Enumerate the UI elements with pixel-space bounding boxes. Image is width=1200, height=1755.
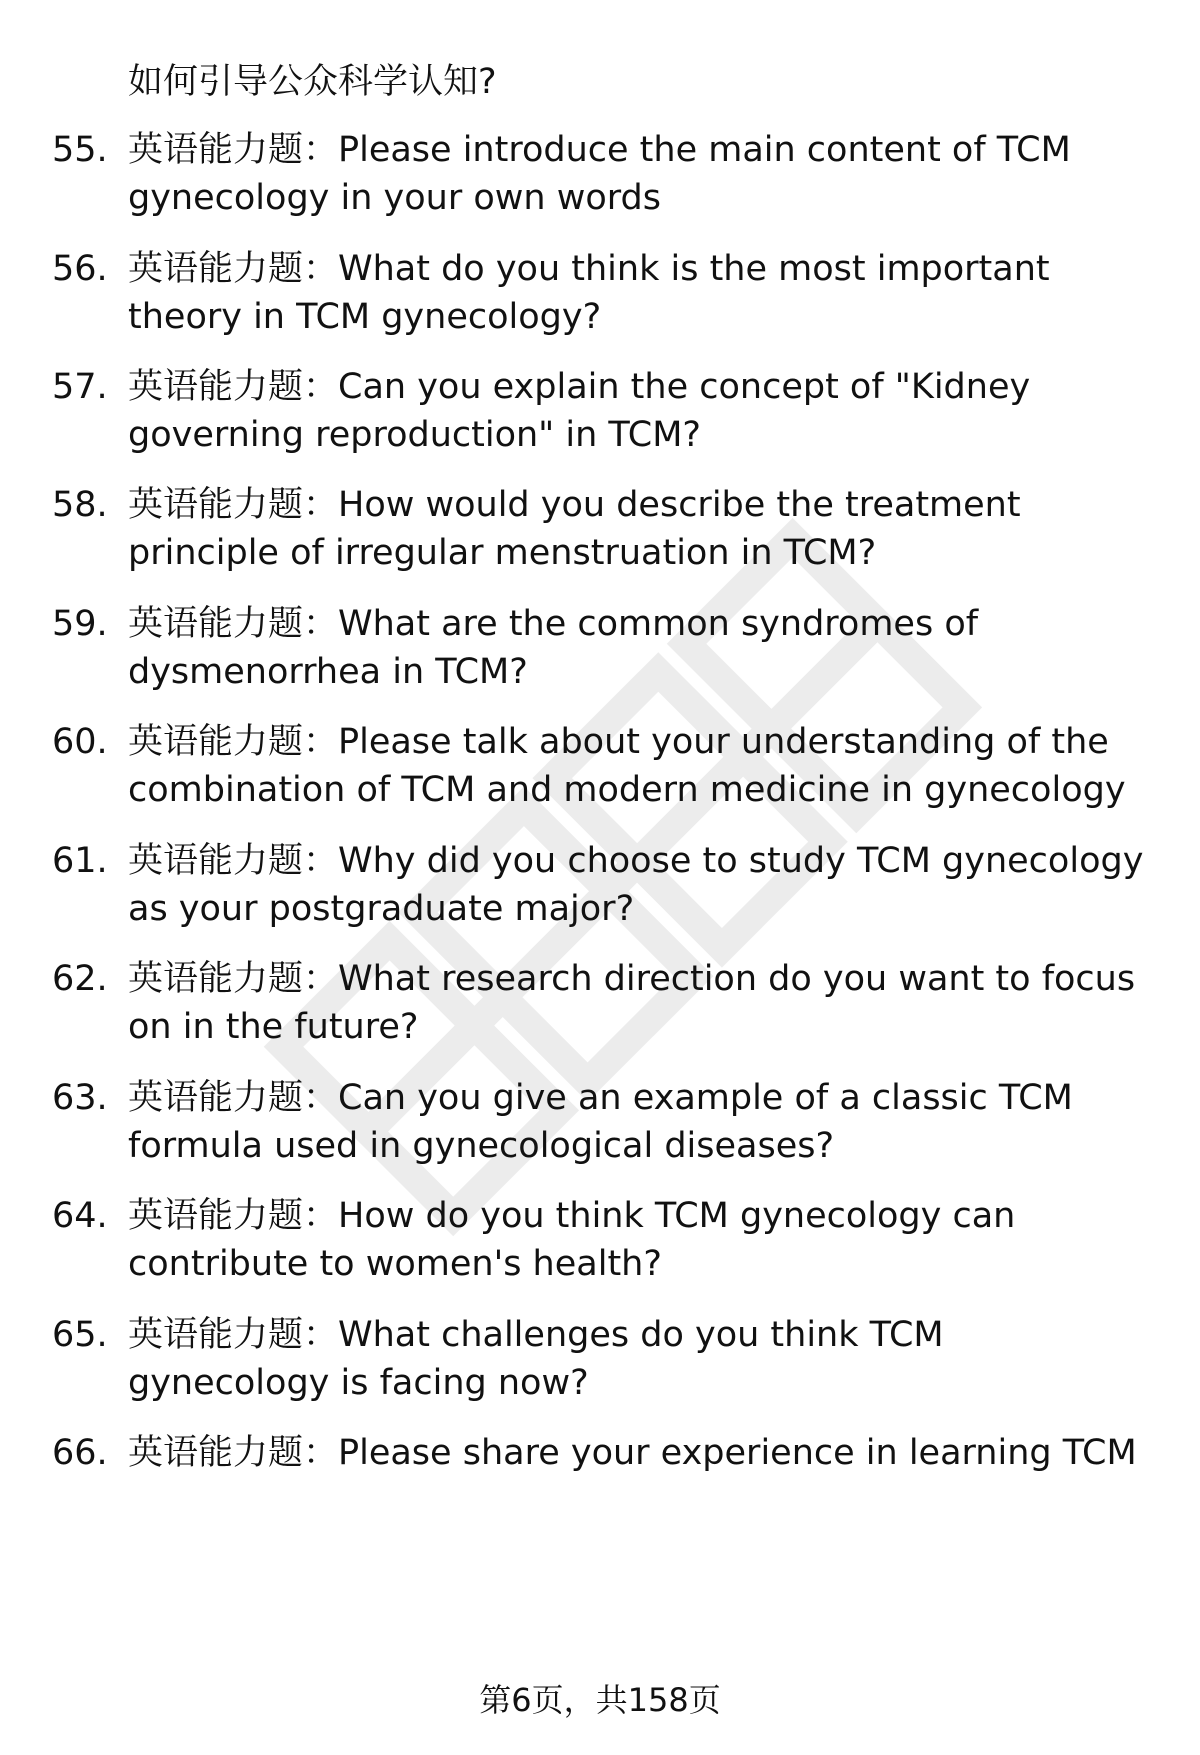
question-number: 57. bbox=[52, 367, 108, 407]
question-line: on in the future? bbox=[128, 1007, 419, 1047]
question-line: 英语能力题：How would you describe the treatment bbox=[128, 485, 1021, 525]
question-line: dysmenorrhea in TCM? bbox=[128, 652, 528, 692]
question-number: 61. bbox=[52, 841, 108, 881]
question-number: 55. bbox=[52, 130, 108, 170]
intro-line: 如何引导公众科学认知? bbox=[128, 62, 497, 102]
question-text bbox=[128, 955, 1168, 1051]
question-line: 英语能力题：Why did you choose to study TCM gynecology bbox=[128, 841, 1144, 881]
question-line: governing reproduction" in TCM? bbox=[128, 415, 701, 455]
question-line: combination of TCM and modern medicine in gynecology bbox=[128, 770, 1126, 810]
question-text bbox=[128, 245, 1168, 341]
question-number: 56. bbox=[52, 249, 108, 289]
question-text bbox=[128, 1074, 1168, 1170]
question-number: 64. bbox=[52, 1196, 108, 1236]
question-line: contribute to women's health? bbox=[128, 1244, 662, 1284]
question-text bbox=[128, 126, 1168, 222]
question-line: 英语能力题：What do you think is the most important bbox=[128, 249, 1050, 289]
question-text bbox=[128, 481, 1168, 577]
question-text bbox=[128, 363, 1168, 459]
question-number: 63. bbox=[52, 1078, 108, 1118]
question-text bbox=[128, 600, 1168, 696]
question-line: as your postgraduate major? bbox=[128, 889, 635, 929]
question-number: 66. bbox=[52, 1433, 108, 1473]
question-line: 英语能力题：How do you think TCM gynecology can bbox=[128, 1196, 1016, 1236]
question-line: theory in TCM gynecology? bbox=[128, 297, 602, 337]
question-text bbox=[128, 718, 1168, 814]
question-line: gynecology is facing now? bbox=[128, 1363, 589, 1403]
question-line: 英语能力题：What challenges do you think TCM bbox=[128, 1315, 944, 1355]
question-text bbox=[128, 1311, 1168, 1407]
question-line: principle of irregular menstruation in TCM? bbox=[128, 533, 877, 573]
question-text bbox=[128, 1192, 1168, 1288]
question-line: 英语能力题：What research direction do you want to focus bbox=[128, 959, 1136, 999]
question-line: 英语能力题：What are the common syndromes of bbox=[128, 604, 979, 644]
question-number: 60. bbox=[52, 722, 108, 762]
question-number: 58. bbox=[52, 485, 108, 525]
question-line: 英语能力题：Please introduce the main content of TCM bbox=[128, 130, 1071, 170]
page-footer: 第6页，共158页 bbox=[479, 1681, 721, 1719]
question-number: 65. bbox=[52, 1315, 108, 1355]
question-line: 英语能力题：Can you explain the concept of "Kidney bbox=[128, 367, 1031, 407]
question-line: formula used in gynecological diseases? bbox=[128, 1126, 835, 1166]
question-line: 英语能力题：Please talk about your understanding of the bbox=[128, 722, 1109, 762]
question-text bbox=[128, 1429, 1168, 1477]
question-number: 62. bbox=[52, 959, 108, 999]
question-number: 59. bbox=[52, 604, 108, 644]
question-line: gynecology in your own words bbox=[128, 178, 661, 218]
question-line: 英语能力题：Can you give an example of a classic TCM bbox=[128, 1078, 1073, 1118]
question-text bbox=[128, 837, 1168, 933]
question-line: 英语能力题：Please share your experience in learning TCM bbox=[128, 1433, 1137, 1473]
